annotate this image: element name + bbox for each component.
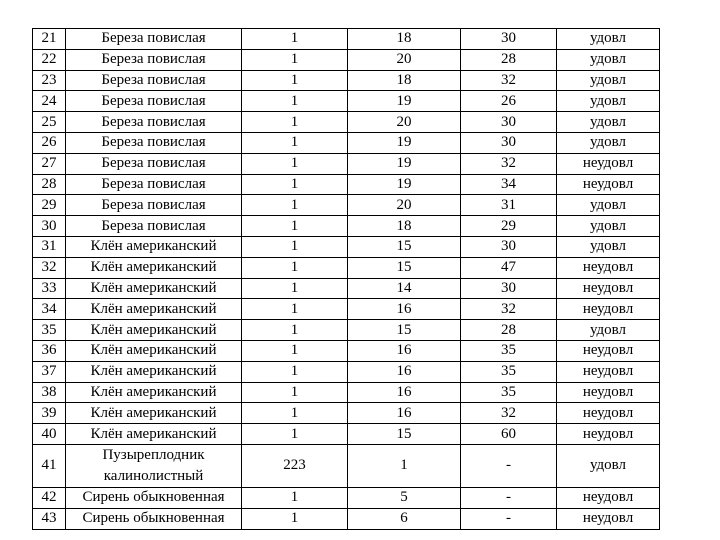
table-row [33,299,660,320]
row-number-cell: 34 [33,299,66,320]
condition-cell: удовл [557,236,660,257]
height-cell: 20 [348,49,461,70]
row-number-cell: 43 [33,508,66,529]
count-cell: 1 [242,91,348,112]
species-cell: Береза повислая [66,195,242,216]
table-row [33,361,660,382]
table-row [33,257,660,278]
species-cell: Клён американский [66,361,242,382]
table-row [33,508,660,529]
species-cell: Сирень обыкновенная [66,487,242,508]
condition-cell: удовл [557,132,660,153]
row-number-cell: 27 [33,153,66,174]
diameter-cell: 32 [461,403,557,424]
species-cell: Береза повислая [66,174,242,195]
diameter-cell: 35 [461,340,557,361]
row-number-cell: 36 [33,340,66,361]
height-cell: 19 [348,174,461,195]
row-number-cell: 35 [33,320,66,341]
row-number-cell: 22 [33,49,66,70]
count-cell: 1 [242,361,348,382]
diameter-cell: 32 [461,299,557,320]
condition-cell: неудовл [557,361,660,382]
diameter-cell: 30 [461,29,557,50]
table-row [33,29,660,50]
count-cell: 1 [242,174,348,195]
row-number-cell: 39 [33,403,66,424]
diameter-cell: 30 [461,132,557,153]
condition-cell: неудовл [557,487,660,508]
height-cell: 19 [348,91,461,112]
table-row [33,174,660,195]
tree-inventory-table [32,28,660,530]
count-cell: 1 [242,132,348,153]
row-number-cell: 42 [33,487,66,508]
diameter-cell: 35 [461,361,557,382]
species-cell: Клён американский [66,403,242,424]
table-row [33,278,660,299]
row-number-cell: 29 [33,195,66,216]
count-cell: 223 [242,444,348,487]
condition-cell: неудовл [557,278,660,299]
table-row [33,70,660,91]
table-row [33,91,660,112]
condition-cell: удовл [557,70,660,91]
species-cell: Береза повислая [66,29,242,50]
condition-cell: удовл [557,29,660,50]
species-cell: Клён американский [66,320,242,341]
condition-cell: неудовл [557,340,660,361]
count-cell: 1 [242,508,348,529]
count-cell: 1 [242,487,348,508]
count-cell: 1 [242,236,348,257]
count-cell: 1 [242,195,348,216]
count-cell: 1 [242,382,348,403]
condition-cell: удовл [557,112,660,133]
condition-cell: удовл [557,216,660,237]
table-row [33,403,660,424]
species-cell: Береза повислая [66,132,242,153]
row-number-cell: 25 [33,112,66,133]
condition-cell: неудовл [557,508,660,529]
table-body [33,29,660,530]
diameter-cell: 28 [461,49,557,70]
count-cell: 1 [242,112,348,133]
condition-cell: неудовл [557,153,660,174]
diameter-cell: 30 [461,278,557,299]
diameter-cell: 29 [461,216,557,237]
condition-cell: удовл [557,320,660,341]
height-cell: 20 [348,195,461,216]
row-number-cell: 23 [33,70,66,91]
diameter-cell: 34 [461,174,557,195]
count-cell: 1 [242,257,348,278]
row-number-cell: 30 [33,216,66,237]
species-cell: Береза повислая [66,216,242,237]
height-cell: 16 [348,361,461,382]
table-row [33,444,660,487]
row-number-cell: 41 [33,444,66,487]
height-cell: 18 [348,70,461,91]
row-number-cell: 26 [33,132,66,153]
species-cell: Береза повислая [66,49,242,70]
row-number-cell: 33 [33,278,66,299]
count-cell: 1 [242,153,348,174]
diameter-cell: - [461,508,557,529]
height-cell: 15 [348,424,461,445]
table-row [33,49,660,70]
diameter-cell: 28 [461,320,557,341]
table-row [33,340,660,361]
row-number-cell: 40 [33,424,66,445]
species-cell: Сирень обыкновенная [66,508,242,529]
count-cell: 1 [242,299,348,320]
diameter-cell: 31 [461,195,557,216]
species-cell: Береза повислая [66,70,242,91]
species-cell: Пузыреплодник калинолистный [66,444,242,487]
condition-cell: удовл [557,49,660,70]
table-row [33,236,660,257]
count-cell: 1 [242,49,348,70]
table-row [33,132,660,153]
count-cell: 1 [242,403,348,424]
species-cell: Клён американский [66,278,242,299]
height-cell: 16 [348,403,461,424]
height-cell: 16 [348,340,461,361]
count-cell: 1 [242,29,348,50]
count-cell: 1 [242,70,348,91]
count-cell: 1 [242,216,348,237]
height-cell: 18 [348,29,461,50]
height-cell: 14 [348,278,461,299]
diameter-cell: 30 [461,112,557,133]
species-cell: Клён американский [66,299,242,320]
species-cell: Клён американский [66,340,242,361]
diameter-cell: 30 [461,236,557,257]
diameter-cell: - [461,444,557,487]
condition-cell: удовл [557,91,660,112]
table-row [33,487,660,508]
height-cell: 15 [348,320,461,341]
count-cell: 1 [242,424,348,445]
height-cell: 15 [348,236,461,257]
height-cell: 1 [348,444,461,487]
height-cell: 15 [348,257,461,278]
diameter-cell: 32 [461,70,557,91]
height-cell: 16 [348,299,461,320]
height-cell: 18 [348,216,461,237]
count-cell: 1 [242,278,348,299]
row-number-cell: 37 [33,361,66,382]
table-row [33,112,660,133]
species-cell: Береза повислая [66,91,242,112]
condition-cell: неудовл [557,299,660,320]
height-cell: 19 [348,132,461,153]
species-cell: Береза повислая [66,112,242,133]
row-number-cell: 38 [33,382,66,403]
count-cell: 1 [242,340,348,361]
diameter-cell: - [461,487,557,508]
species-cell: Клён американский [66,236,242,257]
species-cell: Береза повислая [66,153,242,174]
condition-cell: неудовл [557,403,660,424]
species-cell: Клён американский [66,424,242,445]
count-cell: 1 [242,320,348,341]
height-cell: 16 [348,382,461,403]
diameter-cell: 32 [461,153,557,174]
diameter-cell: 60 [461,424,557,445]
table-row [33,320,660,341]
diameter-cell: 47 [461,257,557,278]
species-cell: Клён американский [66,382,242,403]
condition-cell: удовл [557,444,660,487]
condition-cell: неудовл [557,174,660,195]
height-cell: 20 [348,112,461,133]
condition-cell: неудовл [557,382,660,403]
row-number-cell: 28 [33,174,66,195]
condition-cell: удовл [557,195,660,216]
table-row [33,382,660,403]
species-cell: Клён американский [66,257,242,278]
row-number-cell: 21 [33,29,66,50]
table-row [33,153,660,174]
row-number-cell: 32 [33,257,66,278]
height-cell: 5 [348,487,461,508]
table-row [33,216,660,237]
height-cell: 19 [348,153,461,174]
table-row [33,195,660,216]
condition-cell: неудовл [557,257,660,278]
diameter-cell: 26 [461,91,557,112]
diameter-cell: 35 [461,382,557,403]
table-row [33,424,660,445]
condition-cell: неудовл [557,424,660,445]
height-cell: 6 [348,508,461,529]
row-number-cell: 31 [33,236,66,257]
row-number-cell: 24 [33,91,66,112]
